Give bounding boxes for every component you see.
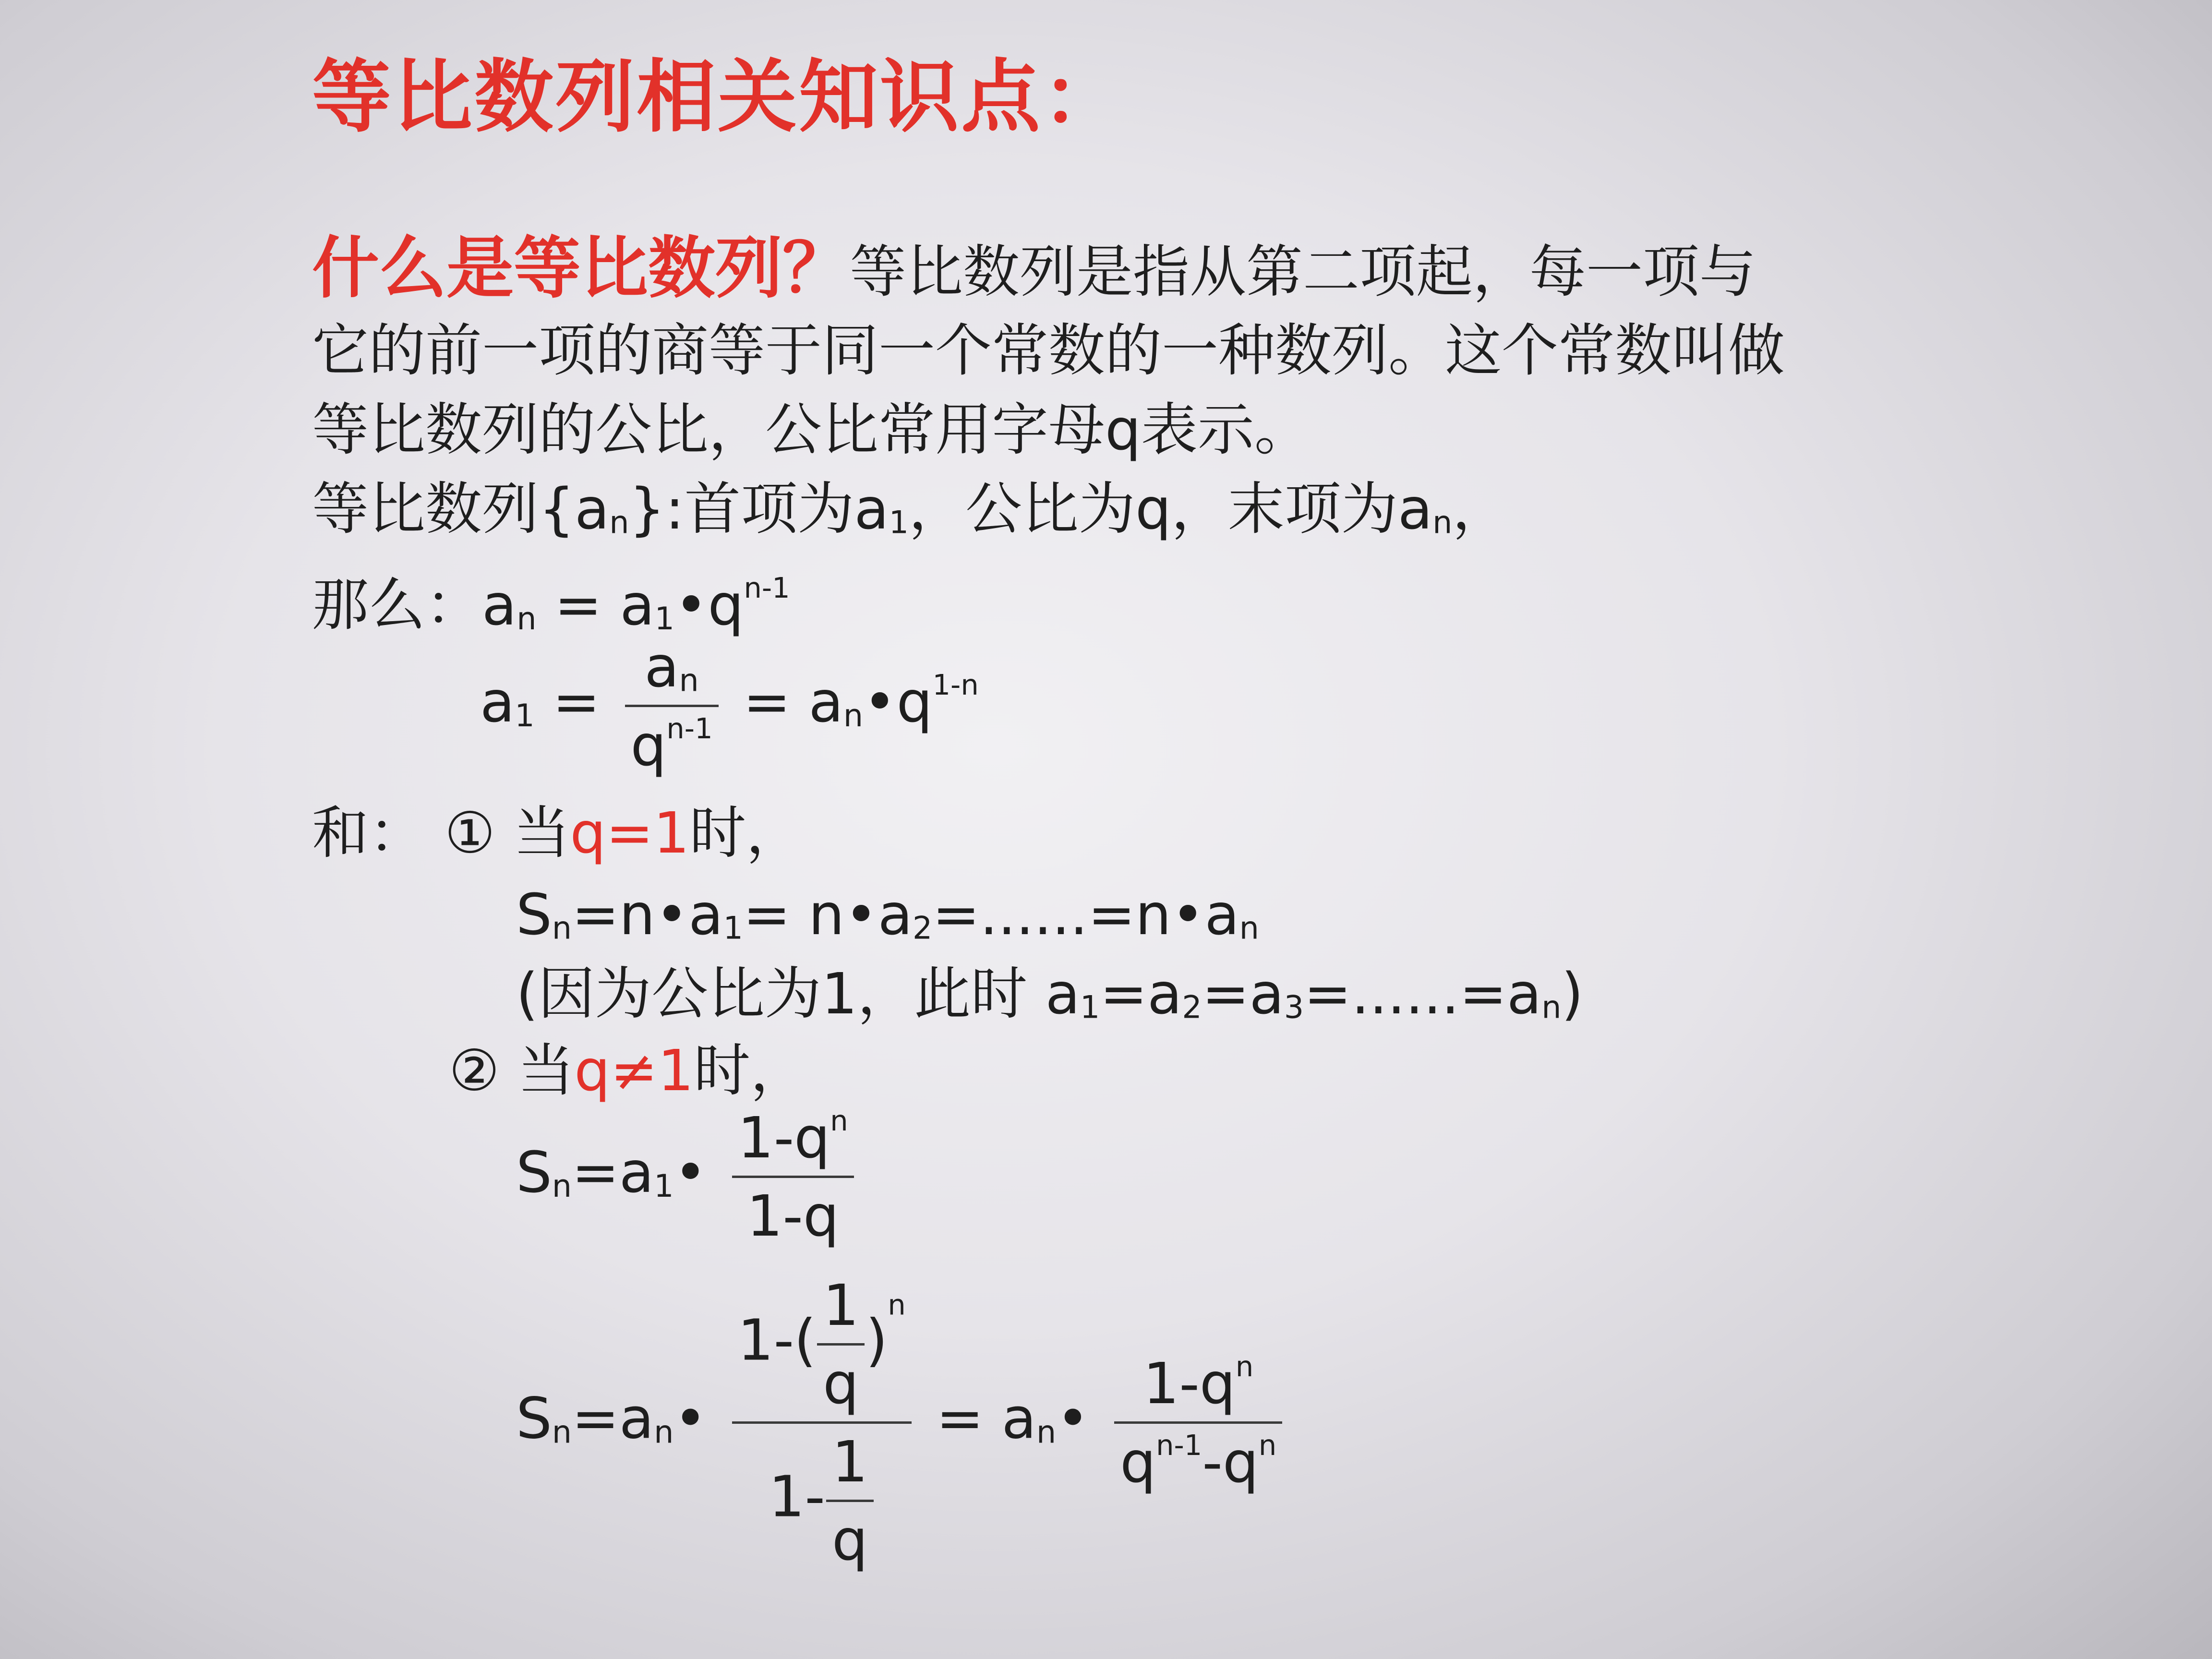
setup-sub-n2: n	[1432, 505, 1453, 541]
c2f2-r-den-b: -q	[1202, 1429, 1259, 1496]
c2f2-eq-dot: •	[1056, 1385, 1090, 1452]
fraction-numerator	[638, 634, 704, 700]
c2f2-big-numerator	[732, 1272, 912, 1417]
c2f2-eq-sub-n: n	[1036, 1414, 1057, 1451]
formula-a1-eq: =	[534, 669, 618, 735]
c2f2-big-fraction	[732, 1272, 912, 1573]
c2f1-num: 1-q	[737, 1105, 830, 1171]
note-sub-2: 2	[1182, 989, 1202, 1026]
definition-line1	[312, 230, 1756, 310]
c2f2-num-inner-bar	[817, 1343, 865, 1346]
fraction-an-over-q	[625, 634, 719, 779]
c2f2-den-inner-frac	[826, 1429, 874, 1573]
note-sub-n: n	[1541, 989, 1562, 1026]
c1-S-sub: n	[552, 910, 572, 947]
c2f2-r-num-exp: n	[1235, 1349, 1254, 1383]
setup-text-4: ，	[1452, 476, 1509, 542]
formula-an-sub-1: 1	[654, 601, 674, 637]
fraction-den-exp: n-1	[666, 712, 713, 745]
c2f2-num-exp: n	[888, 1288, 906, 1322]
formula-an-prefix: 那么：a	[312, 572, 517, 638]
c2f1-dot: •	[673, 1139, 708, 1206]
heading: 等比数列相关知识点：	[312, 51, 1123, 143]
c1-sub-2: 2	[913, 910, 933, 947]
c2f1-numerator	[732, 1104, 854, 1171]
c2f2-eq: = a	[936, 1385, 1036, 1452]
c2f2-num-inner-frac	[817, 1272, 865, 1417]
c2f2-S-sub: n	[552, 1414, 572, 1451]
c2f2-num-inner-num: 1	[823, 1272, 859, 1338]
case2-suffix: 时，	[694, 1037, 807, 1104]
c2f1-sub-1: 1	[654, 1168, 674, 1204]
c2f2-sub-n: n	[654, 1414, 674, 1451]
fraction-bar	[625, 705, 719, 707]
sum-case2-line	[449, 1032, 807, 1109]
note-sub-1: 1	[1080, 989, 1100, 1026]
setup-text-3: ，公比为q，末项为a	[908, 476, 1433, 542]
note-text-2: =a	[1100, 961, 1182, 1027]
sum-label: 和：	[312, 800, 426, 866]
c2f1-denominator: 1-q	[746, 1183, 839, 1250]
formula-an-dotq: •q	[674, 572, 744, 638]
formula-a1-rhs-exp: 1-n	[932, 668, 979, 702]
case2-condition: q≠1	[574, 1037, 694, 1104]
c1-text-a: =n•a	[572, 881, 723, 948]
c2f2-den-inner-bar	[826, 1500, 874, 1502]
note-text-1: (因为公比为1，此时 a	[516, 961, 1080, 1027]
formula-an-eq: = a	[536, 572, 655, 638]
formula-a1-rhs: = a	[743, 669, 843, 735]
c2f1-fraction	[732, 1104, 854, 1249]
definition-text-1: 等比数列是指从第二项起，每一项与	[850, 239, 1756, 305]
note-sub-3: 3	[1284, 989, 1304, 1026]
c2f2-den-inner-den: q	[831, 1507, 868, 1573]
c2f2-den-a: 1-	[769, 1463, 825, 1530]
c2f2-num-b: )	[866, 1307, 888, 1373]
c2f1-bar	[732, 1176, 854, 1178]
c1-text-c: =......=n•a	[932, 881, 1239, 948]
case2-marker: ② 当	[449, 1037, 575, 1104]
c2f2-S: S	[516, 1385, 552, 1452]
formula-a1	[480, 634, 979, 779]
c2f2-a: =a	[572, 1385, 654, 1452]
c2f2-big-bar	[732, 1421, 912, 1424]
case2-formula2	[516, 1272, 1289, 1573]
formula-a1-sub: 1	[515, 697, 535, 734]
c2f2-num-a: 1-(	[737, 1307, 817, 1373]
c2f1-S: S	[516, 1139, 552, 1206]
setup-sub-1: 1	[889, 505, 909, 541]
c2f2-right-denominator	[1114, 1429, 1282, 1495]
setup-sub-n1: n	[609, 505, 629, 541]
fraction-den-q: q	[630, 712, 667, 779]
sum-case1-line	[312, 794, 803, 871]
case2-formula1	[516, 1104, 861, 1249]
c1-sub-1: 1	[723, 910, 743, 947]
definition-question: 什么是等比数列？	[312, 229, 850, 308]
c2f2-right-fraction	[1114, 1350, 1282, 1495]
note-text-3: =a	[1202, 961, 1284, 1027]
c1-text-b: = n•a	[743, 881, 913, 948]
definition-line2: 它的前一项的商等于同一个常数的一种数列。这个常数叫做	[312, 317, 1785, 384]
c2f2-r-den-q: q	[1120, 1429, 1156, 1496]
formula-a1-rhs-n: n	[843, 697, 863, 734]
c2f1-S-sub: n	[552, 1168, 572, 1204]
case1-suffix: 时，	[689, 800, 803, 866]
note-text-5: )	[1561, 961, 1584, 1027]
fraction-denominator	[625, 712, 719, 779]
c2f2-r-num: 1-q	[1143, 1350, 1236, 1417]
case1-formula	[516, 876, 1259, 967]
case1-condition: q=1	[570, 800, 690, 866]
fraction-num-a: a	[644, 634, 679, 700]
c2f2-num-inner-den: q	[823, 1350, 859, 1417]
c2f2-right-numerator	[1137, 1350, 1259, 1417]
setup-line	[312, 470, 1509, 562]
fraction-num-n: n	[679, 662, 699, 699]
c1-S: S	[516, 881, 552, 948]
definition-line3: 等比数列的公比，公比常用字母q表示。	[312, 397, 1311, 463]
setup-text-2: }:首项为a	[629, 476, 889, 542]
c2f1-a: =a	[572, 1139, 654, 1206]
c2f2-big-denominator	[763, 1429, 880, 1573]
c1-sub-n: n	[1239, 910, 1259, 947]
c2f2-right-bar	[1114, 1421, 1282, 1424]
c2f2-r-den-exp2: n	[1258, 1429, 1277, 1462]
formula-an-sub-n: n	[517, 601, 537, 637]
formula-a1-rhs-dotq: •q	[863, 669, 933, 735]
setup-text-1: 等比数列{a	[312, 476, 610, 542]
formula-an-exp: n-1	[744, 571, 790, 604]
formula-a1-a: a	[480, 669, 515, 735]
c2f2-dot: •	[673, 1385, 707, 1452]
note-text-4: =......=a	[1304, 961, 1542, 1027]
c2f1-num-exp: n	[830, 1104, 848, 1137]
c2f2-r-den-exp: n-1	[1156, 1429, 1202, 1462]
case1-marker: ① 当	[445, 800, 570, 866]
c2f2-den-inner-num: 1	[831, 1429, 868, 1495]
